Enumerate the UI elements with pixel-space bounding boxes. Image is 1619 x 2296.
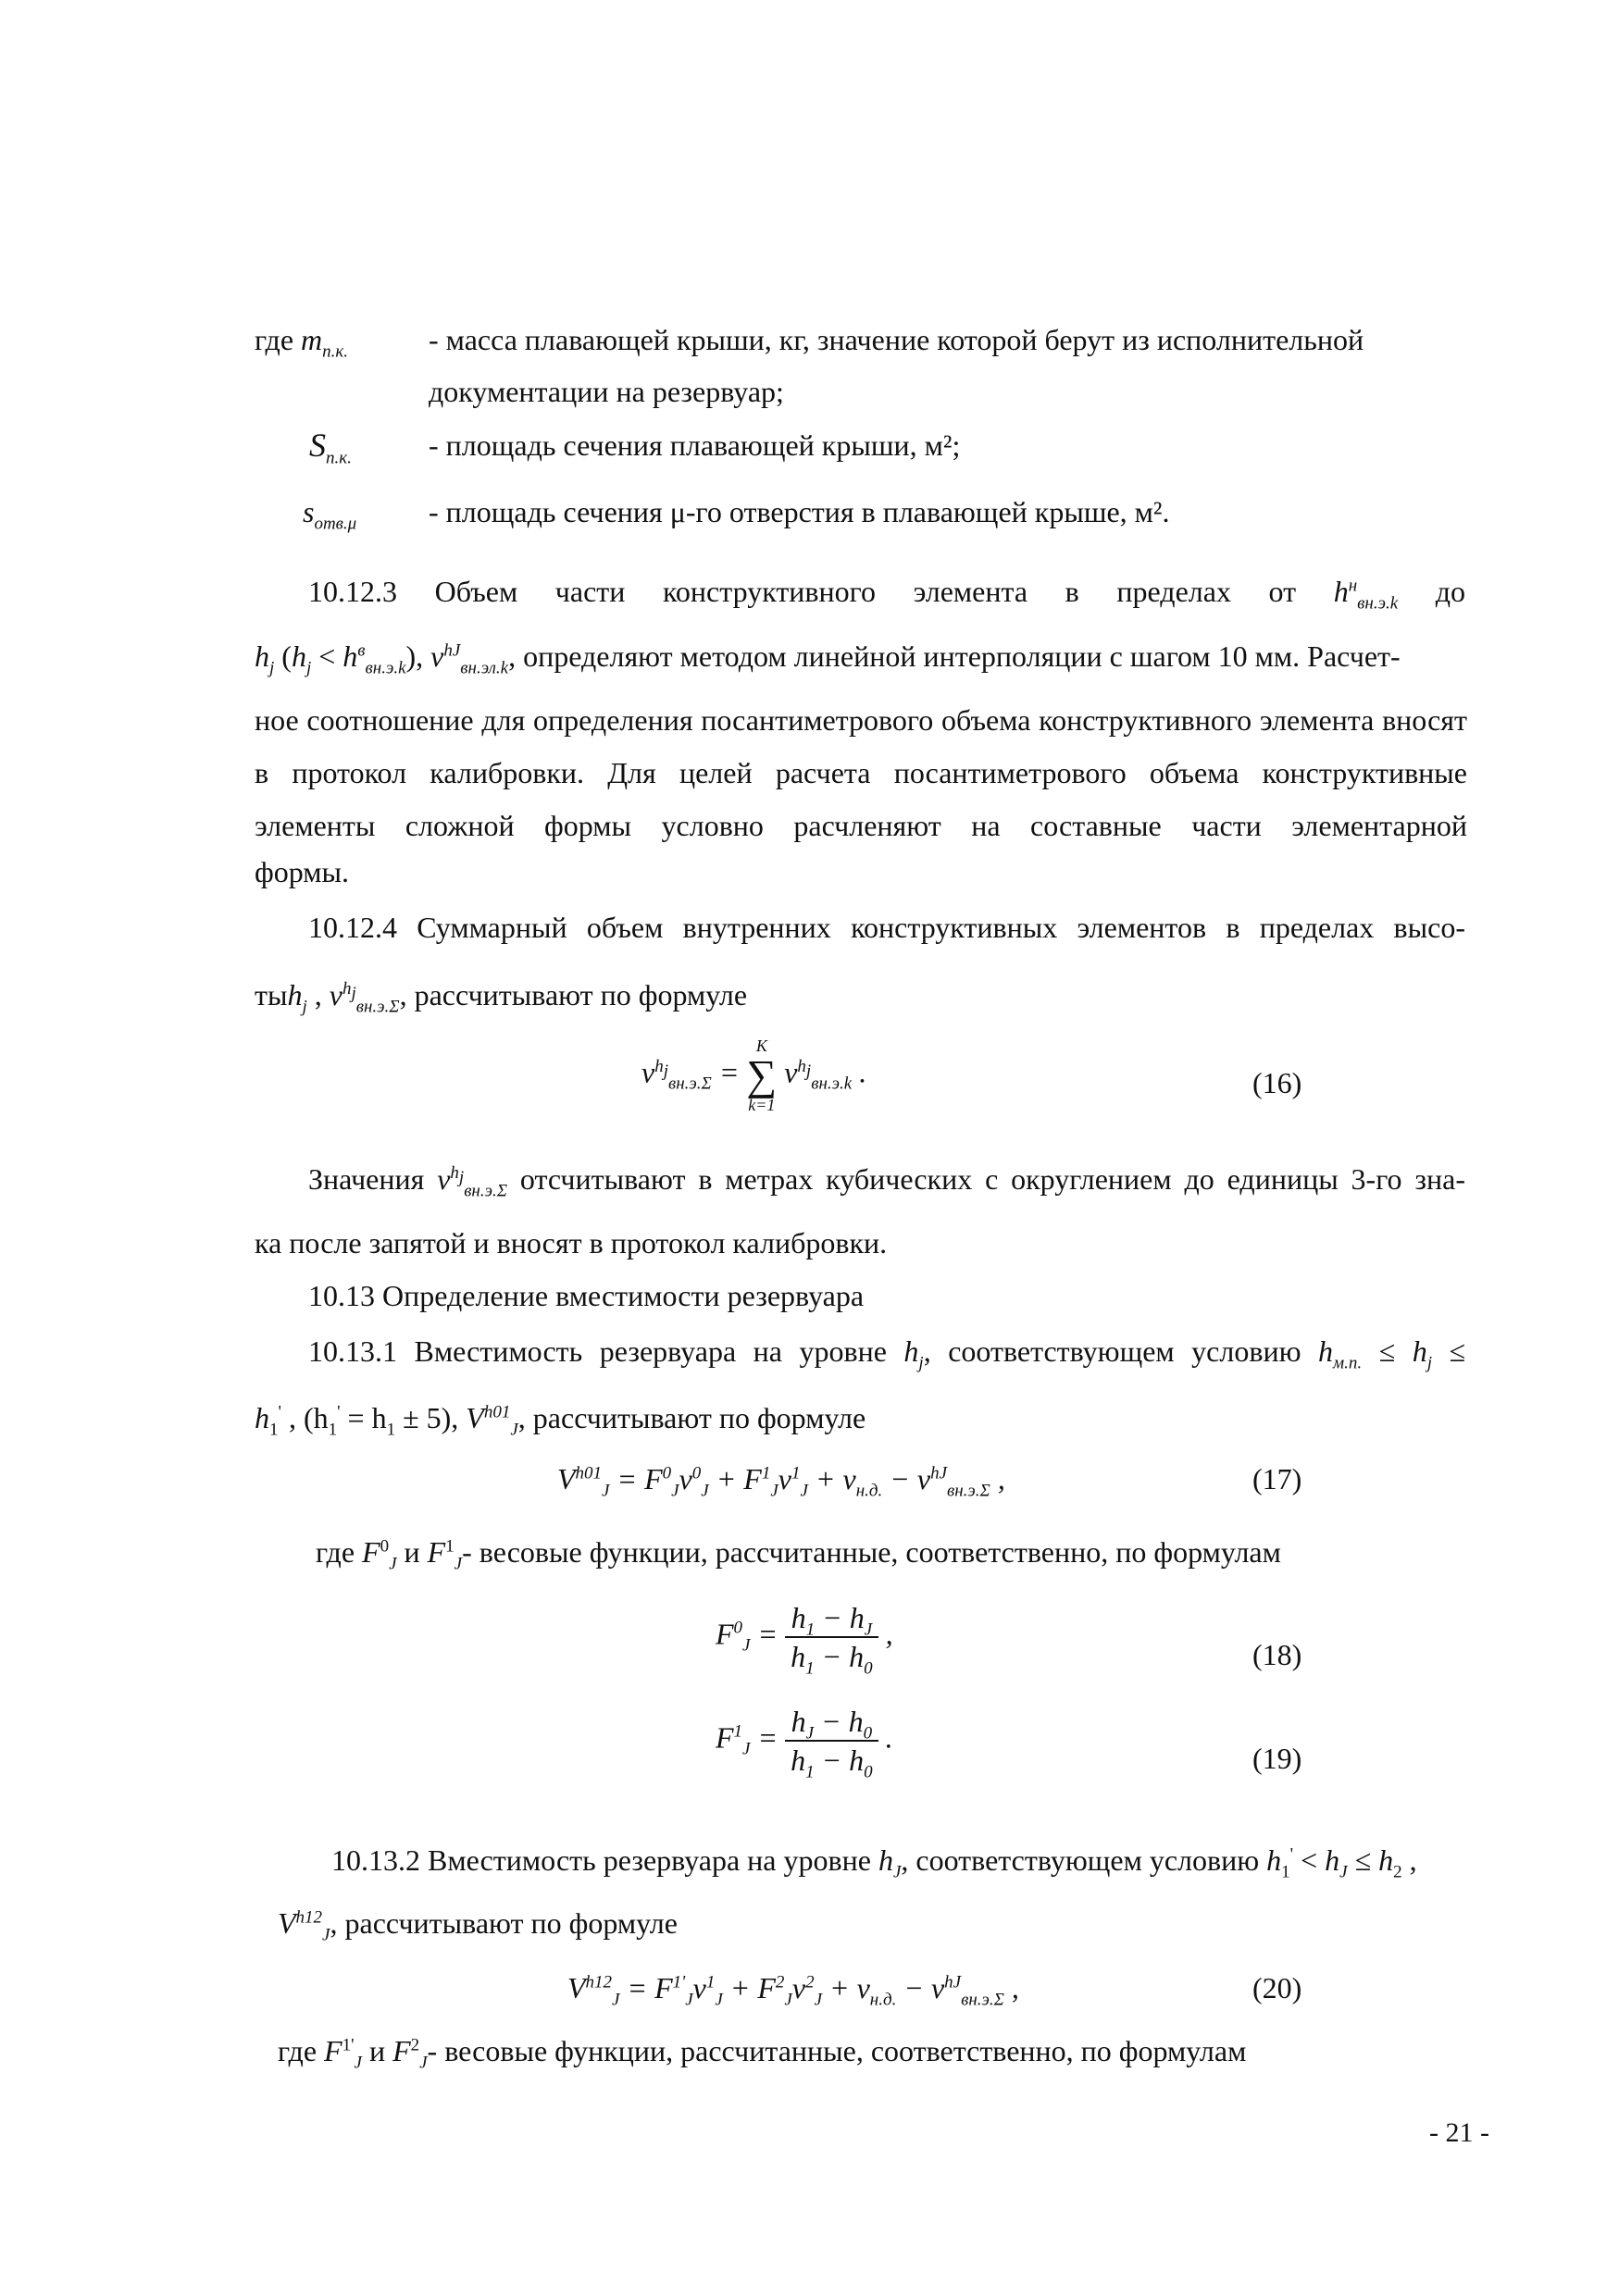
p-10-12-3-rest: ное соотношение для определения посантиметрового объема конструктивного элемента вносят в протокол калибровки. Для целей расчета посантиметрового объема конструктивные элементы сложной формы условно расчленяют на составные части элементарной bbox=[255, 703, 1467, 842]
p-10-12-3-lead: 10.12.3 Объем части конструктивного элемента в пределах от bbox=[308, 575, 1297, 608]
p-10-12-3-to: до bbox=[1435, 575, 1466, 608]
where-desc-area: - площадь сечения плавающей крыши, м²; bbox=[429, 428, 961, 462]
where-20-and: и bbox=[368, 2034, 386, 2067]
equation-18: $F^0_J$ = $\frac{h_1 - h_J}{h_1 - h_0}$ , bbox=[716, 1601, 893, 1679]
p-10-13-1-mid: , соответствующем условию bbox=[923, 1334, 1301, 1368]
where-17-and: и bbox=[404, 1535, 420, 1569]
equation-16: $v^{h_j}_{вн.э.\Sigma}$ = K ∑ k=1 $v^{h_j}_{вн.э.k}$ . bbox=[641, 1036, 867, 1114]
equation-19-number: (19) bbox=[1252, 1742, 1302, 1775]
equation-17: $V^{h01}_J = F^0_Jv^0_J + F^1_Jv^1_J + v_{н.д.} - v^{hJ}_{вн.э.\Sigma}$ , bbox=[557, 1462, 1005, 1501]
cond-b: = h bbox=[340, 1401, 387, 1434]
p-10-13-2-line2: $V^{h12}_J$, рассчитывают по формуле bbox=[278, 1906, 678, 1945]
p-10-12-3-line2: $h_j$ $(h_j < h^в_{вн.э.k})$, $v^{hJ}_{вн.эл.k}$, определяют методом линейной интерполяции с шагом 10 мм. Расчет- bbox=[255, 639, 1401, 678]
p-10-13-1-line2-post: , рассчитывают по формуле bbox=[517, 1401, 866, 1434]
equation-19: $F^1_J$ = $\frac{h_J - h_0}{h_1 - h_0}$ . bbox=[716, 1705, 893, 1782]
where-17-post: - весовые функции, рассчитанные, соответственно, по формулам bbox=[462, 1535, 1281, 1569]
p-10-13-2-mid: , соответствующем условию bbox=[901, 1843, 1260, 1877]
where-17: где $F^0_J$ и $F^1_J-$ весовые функции, рассчитанные, соответственно, по формулам bbox=[316, 1535, 1281, 1574]
where-desc-mass: - масса плавающей крыши, кг, значение которой берут из исполнительной bbox=[429, 323, 1364, 356]
where-word: где bbox=[255, 323, 294, 356]
equation-20-number: (20) bbox=[1252, 1971, 1302, 2004]
p-10-13-2-pre: 10.13.2 Вместимость резервуара на уровне bbox=[331, 1843, 871, 1877]
p-10-12-4-line1: 10.12.4 Суммарный объем внутренних конструктивных элементов в пределах высо- bbox=[308, 911, 1465, 944]
section-10-13-heading: 10.13 Определение вместимости резервуара bbox=[308, 1279, 865, 1312]
where-desc-hole: - площадь сечения μ-го отверстия в плавающей крыше, м². bbox=[429, 495, 1170, 528]
where-20-pre: где bbox=[278, 2034, 318, 2067]
where-row-hole bbox=[303, 493, 357, 534]
equation-16-number: (16) bbox=[1252, 1066, 1302, 1099]
symbol-S: S bbox=[309, 427, 326, 464]
page-number: - 21 - bbox=[1429, 2117, 1489, 2148]
symbol-s-sub: отв.μ bbox=[314, 514, 357, 534]
p-10-13-1-pre: 10.13.1 Вместимость резервуара на уровне bbox=[308, 1334, 887, 1368]
p-10-13-2-line1: 10.13.2 Вместимость резервуара на уровне $h_J$, соответствующем условию $h_1' < h_J \le h_2$ , bbox=[331, 1843, 1417, 1882]
cond-c: ± 5), bbox=[395, 1401, 459, 1434]
where-row-mass bbox=[255, 321, 349, 362]
h-sub: вн.э.k bbox=[1357, 593, 1399, 614]
p-10-12-3-line1 bbox=[308, 573, 1466, 614]
p-values-line1: Значения $v^{h_j}_{вн.э.\Sigma}$ отсчитывают в метрах кубических с округлением до единицы 3-го зна- bbox=[308, 1162, 1466, 1201]
equation-20: $V^{h12}_J = F^{1'}_Jv^1_J + F^2_Jv^2_J + v_{н.д.} - v^{hJ}_{вн.э.\Sigma}$ , bbox=[567, 1971, 1019, 2010]
p-10-12-4-line2-pre: ты bbox=[255, 978, 288, 1011]
p-10-13-2-line2-post: , рассчитывают по формуле bbox=[330, 1906, 678, 1940]
cond-a: (h bbox=[303, 1401, 329, 1434]
p-10-13-1-line1: 10.13.1 Вместимость резервуара на уровне $h_j$, соответствующем условию $h_{м.п.} \le h_j$ ≤ bbox=[308, 1334, 1466, 1373]
p-10-12-3-last: формы. bbox=[255, 855, 349, 888]
h-sup: н bbox=[1348, 576, 1358, 596]
equation-17-number: (17) bbox=[1252, 1462, 1302, 1496]
p-10-13-1-line2: $h_1'$ , $(h_1' = h_1 \pm 5)$, $V^{h01}_J$, рассчитывают по формуле bbox=[255, 1401, 866, 1440]
where-17-pre: где bbox=[316, 1535, 355, 1569]
symbol-m: m bbox=[301, 323, 323, 356]
p-10-12-4-line2: тыh$_j$ , $v^{h_j}_{вн.э.\Sigma}$, рассчитывают по формуле bbox=[255, 978, 748, 1017]
h-sym: h bbox=[1333, 575, 1349, 608]
symbol-m-sub: п.к. bbox=[322, 341, 349, 362]
where-20-post: - весовые функции, рассчитанные, соответственно, по формулам bbox=[427, 2034, 1247, 2067]
p-values-line2: ка после запятой и вносят в протокол калибровки. bbox=[255, 1226, 888, 1260]
p-10-12-3-line2-tail: , определяют методом линейной интерполяции с шагом 10 мм. Расчет- bbox=[508, 639, 1401, 673]
p-10-12-4-line2-post: , рассчитывают по формуле bbox=[399, 978, 748, 1011]
where-desc-mass-cont: документации на резервуар; bbox=[429, 375, 784, 408]
equation-18-number: (18) bbox=[1252, 1638, 1302, 1671]
where-row-area bbox=[309, 427, 352, 468]
p-values-post: отсчитывают в метрах кубических с округлением до единицы 3-го зна- bbox=[519, 1162, 1466, 1196]
symbol-s: s bbox=[303, 495, 315, 528]
symbol-S-sub: п.к. bbox=[326, 448, 352, 468]
where-20: где $F^{1'}_J$ и $F^2_J-$ весовые функции, рассчитанные, соответственно, по формулам bbox=[278, 2034, 1247, 2073]
p-values-pre: Значения bbox=[308, 1162, 425, 1196]
